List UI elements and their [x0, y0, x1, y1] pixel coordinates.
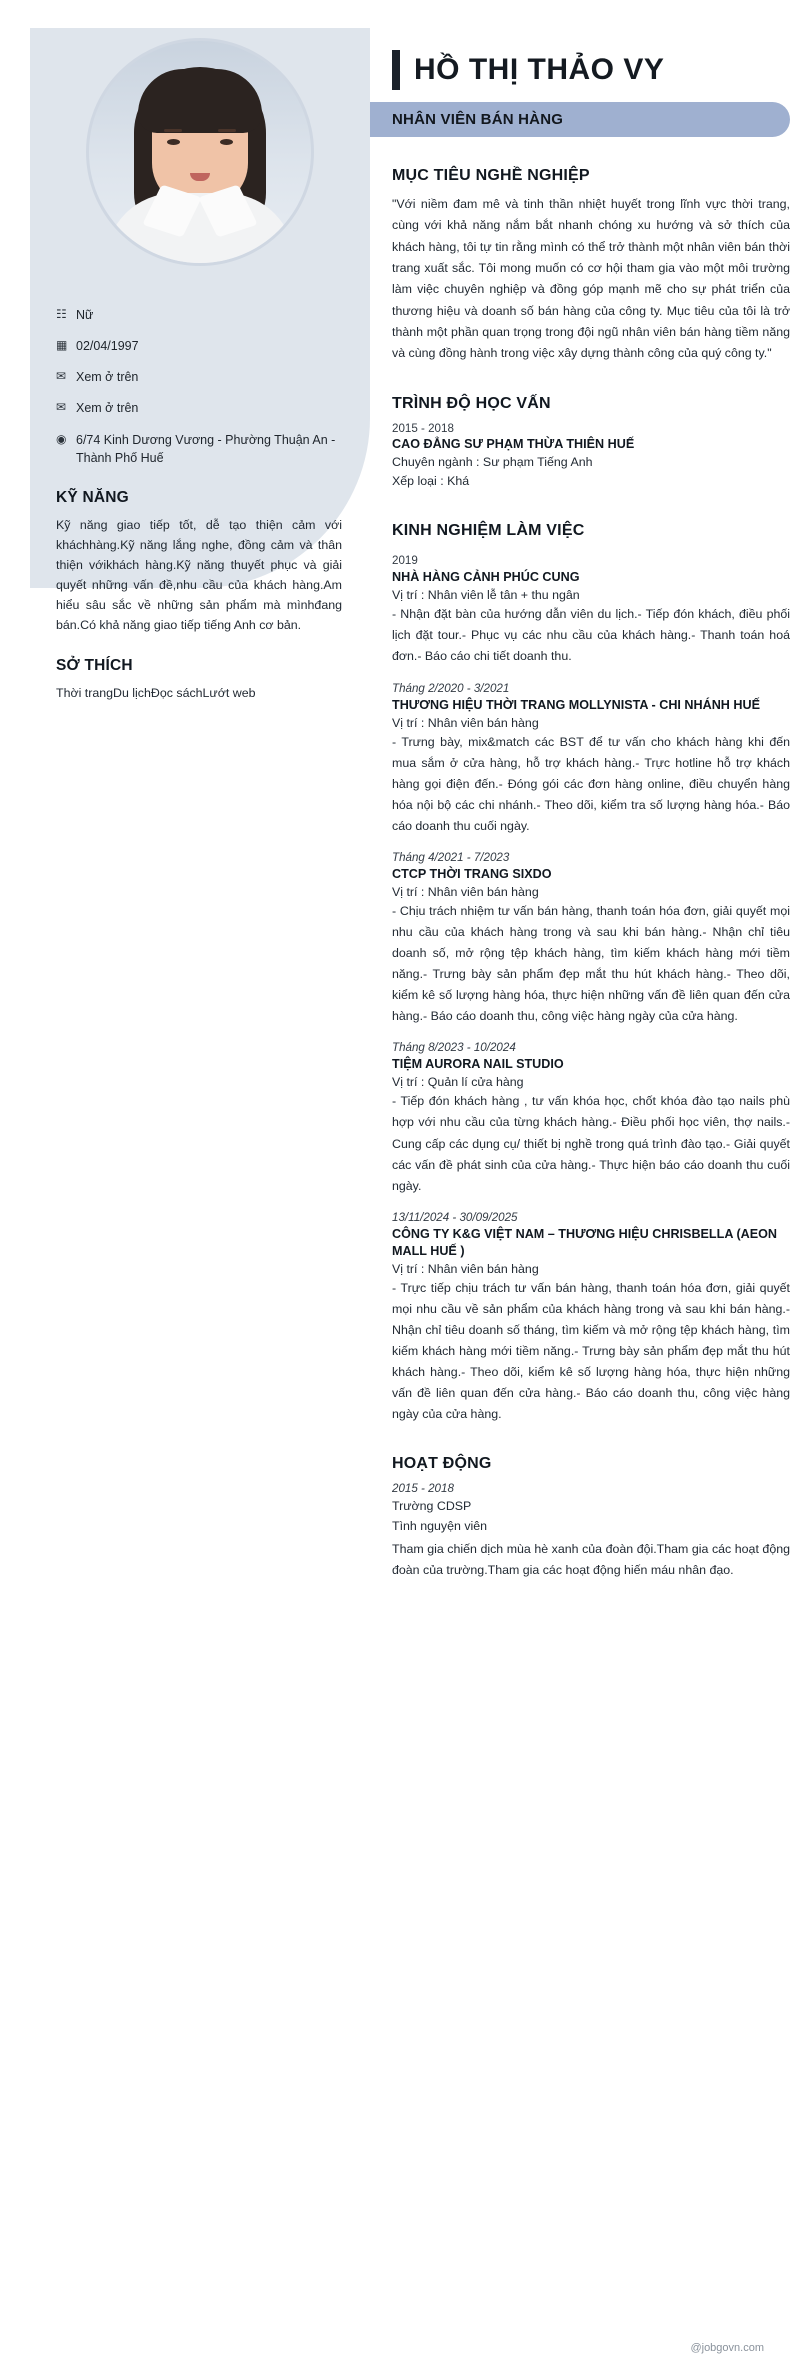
activities-date: 2015 - 2018: [392, 1482, 454, 1496]
location-pin-icon: ◉: [56, 431, 67, 446]
contact-address-value: 6/74 Kinh Dương Vương - Phường Thuận An - Thành Phố Huế: [76, 432, 336, 465]
envelope-icon: ✉: [56, 369, 67, 384]
experience-item: [392, 1211, 790, 1426]
person-icon: ☷: [56, 307, 67, 321]
contact-item-email: [56, 399, 336, 417]
activities-role: Tình nguyện viên: [392, 1519, 488, 1534]
experience-company: THƯƠNG HIỆU THỜI TRANG MOLLYNISTA - CHI NHÁNH HUẾ: [392, 697, 760, 712]
interests-body: Thời trangDu lịchĐọc sáchLướt web: [56, 686, 256, 701]
experience-section: [392, 522, 790, 1425]
contact-phone-value: Xem ở trên: [76, 370, 139, 385]
experience-position: Vị trí : Nhân viên bán hàng: [392, 1261, 539, 1276]
education-section: [392, 395, 790, 493]
experience-item: [392, 682, 790, 837]
contact-item-birthdate: [56, 337, 336, 355]
experience-title: KINH NGHIỆM LÀM VIỆC: [392, 522, 585, 540]
experience-company: CTCP THỜI TRANG SIXDO: [392, 866, 552, 881]
contact-email-value: Xem ở trên: [76, 401, 139, 416]
portrait-photo: [89, 41, 311, 263]
experience-item: [392, 851, 790, 1027]
contact-gender-value: Nữ: [76, 308, 94, 322]
contact-birthdate-value: 02/04/1997: [76, 339, 139, 354]
education-school: CAO ĐẲNG SƯ PHẠM THỪA THIÊN HUẾ: [392, 436, 635, 451]
contact-item-phone: [56, 368, 336, 386]
portrait-brow-left: [164, 129, 182, 132]
name-accent-rule: [392, 50, 400, 90]
experience-description: - Trưng bày, mix&match các BST để tư vấn cho khách hàng khi đến mua sắm ở cửa hàng, hỗ trợ khách hàng.- Trực hotline hỗ trợ khách hàng gọi điện đến.- Đóng gói các đơn hàng online, điều chuyển hàng hóa nội bộ các chi nhánh.- Theo dõi, kiểm tra số lượng hàng hóa.- Báo cáo doanh thu cuối ngày.: [392, 734, 790, 833]
right-column: [370, 28, 790, 1581]
experience-item: [392, 1041, 790, 1196]
name-bar: [392, 50, 790, 90]
portrait-eye-right: [220, 139, 233, 145]
activities-description: Tham gia chiến dịch mùa hè xanh của đoàn đội.Tham gia các hoạt động đoàn của trường.Tham gia các hoạt động hiến máu nhân đạo.: [392, 1542, 790, 1578]
skills-section: [56, 489, 342, 636]
objective-body: "Với niềm đam mê và tinh thần nhiệt huyết trong lĩnh vực thời trang, cùng với khả năng nắm bắt nhanh chóng xu hướng và sở thích của khách hàng, tôi tự tin rằng mình có thể trở thành một nhân viên bán thời trang xuất sắc. Tôi mong muốn có cơ hội tham gia vào một môi trường làm việc chuyên nghiệp và đồng góp mạnh mẽ cho sự phát triển của thương hiệu và doanh số bán hàng của công ty. Mục tiêu của tôi là trở thành một phần quan trọng trong đội ngũ nhân viên bán hàng tiềm năng và cùng đồng hành trong việc xây dựng thành công của quý công ty.": [392, 197, 790, 361]
interests-title: SỞ THÍCH: [56, 657, 133, 675]
interests-section: [56, 657, 342, 703]
activities-organization: Trường CDSP: [392, 1499, 472, 1514]
contact-item-address: [56, 431, 336, 467]
education-major: Chuyên ngành : Sư phạm Tiếng Anh: [392, 454, 593, 469]
experience-company: CÔNG TY K&G VIỆT NAM – THƯƠNG HIỆU CHRISBELLA (AEON MALL HUẾ ): [392, 1226, 778, 1258]
experience-description: - Chịu trách nhiệm tư vấn bán hàng, thanh toán hóa đơn, giải quyết mọi nhu cầu của khách hàng trong và sau khi bán hàng.- Nhận chỉ tiêu doanh số, mở rộng tệp khách hàng, tìm kiếm khách hàng mới tiềm năng.- Trưng bày sản phẩm đẹp mắt thu hút khách hàng.- Theo dõi, kiểm kê số lượng hàng hóa, thực hiện những vấn đề liên quan đến cửa hàng.- Báo cáo doanh thu, công việc hàng ngày của cửa hàng.: [392, 903, 790, 1024]
experience-position: Vị trí : Nhân viên bán hàng: [392, 884, 539, 899]
contact-list: [56, 306, 336, 467]
avatar: [86, 38, 314, 266]
experience-description: - Trực tiếp chịu trách tư vấn bán hàng, thanh toán hóa đơn, giải quyết mọi nhu cầu về sản phẩm của khách hàng trong và sau khi bán hàng.- Nhận chỉ tiêu doanh số tháng, tìm kiếm và mở rộng tệp khách hàng, tìm kiếm khách hàng mới tiềm năng.- Trưng bày sản phẩm đẹp mắt thu hút khách hàng.- Theo dõi, kiểm kê số lượng hàng hóa, thực hiện những vấn đề liên quan đến cửa hàng.- Báo cáo doanh thu, công việc hàng ngày của cửa hàng.: [392, 1280, 790, 1422]
education-grade: Xếp loại : Khá: [392, 474, 470, 489]
calendar-icon: ▦: [56, 338, 68, 353]
education-title: TRÌNH ĐỘ HỌC VẤN: [392, 394, 551, 412]
skills-body: Kỹ năng giao tiếp tốt, dễ tạo thiện cảm với kháchhàng.Kỹ năng lắng nghe, đồng cảm và thân thiện vớikhách hàng.Kỹ năng thuyết phục và giải quyết những vấn đề,nhu cầu của khách hàng.Am hiểu sâu sắc về những sản phẩm mà mìnhđang bán.Có khả năng giao tiếp tiếng Anh cơ bản.: [56, 517, 342, 633]
experience-date: Tháng 8/2023 - 10/2024: [392, 1041, 516, 1055]
page-title: HỒ THỊ THẢO VY: [414, 53, 665, 87]
contact-item-gender: [56, 306, 336, 324]
experience-date: 13/11/2024 - 30/09/2025: [392, 1210, 518, 1224]
experience-position: Vị trí : Quản lí cửa hàng: [392, 1075, 524, 1090]
portrait-brow-right: [218, 129, 236, 132]
activities-section: [392, 1455, 790, 1581]
experience-date: Tháng 4/2021 - 7/2023: [392, 850, 510, 864]
experience-item: [392, 554, 790, 667]
portrait-shoulders: [105, 193, 295, 263]
education-date: 2015 - 2018: [392, 421, 454, 435]
experience-position: Vị trí : Nhân viên bán hàng: [392, 715, 539, 730]
objective-section: [392, 167, 790, 365]
header-block: [392, 50, 790, 137]
watermark: @jobgovn.com: [690, 2342, 764, 2354]
cv-layout: [30, 28, 790, 1581]
portrait-eye-left: [167, 139, 180, 145]
experience-company: TIỆM AURORA NAIL STUDIO: [392, 1057, 564, 1072]
experience-company: NHÀ HÀNG CẢNH PHÚC CUNG: [392, 570, 580, 585]
experience-date: 2019: [392, 554, 418, 568]
objective-title: MỤC TIÊU NGHỀ NGHIỆP: [392, 167, 590, 184]
experience-description: - Nhận đặt bàn của hướng dẫn viên du lịch.- Tiếp đón khách, điều phối lịch đặt tour.- Phục vụ các nhu cầu của khách hàng.- Thanh toán hoá đơn.- Báo cáo chi tiết doanh thu.: [392, 607, 790, 664]
left-column: [30, 28, 370, 703]
experience-description: - Tiếp đón khách hàng , tư vấn khóa học, chốt khóa đào tạo nails phù hợp với nhu cầu của từng khách hàng.- Điều phối học viên, thợ nails.- Cung cấp các dụng cụ/ thiết bị nghề trong quá trình đào tạo.- Giải quyết các vấn đề phát sinh của cửa hàng.- Thực hiện báo cáo doanh thu cuối ngày.: [392, 1094, 790, 1193]
activities-title: HOẠT ĐỘNG: [392, 1455, 492, 1473]
experience-date: Tháng 2/2020 - 3/2021: [392, 681, 510, 695]
skills-title: KỸ NĂNG: [56, 488, 129, 506]
portrait-hair-front: [138, 69, 262, 133]
experience-position: Vị trí : Nhân viên lễ tân + thu ngân: [392, 588, 580, 603]
role-badge: NHÂN VIÊN BÁN HÀNG: [370, 102, 790, 137]
envelope-icon: ✉: [56, 400, 67, 415]
